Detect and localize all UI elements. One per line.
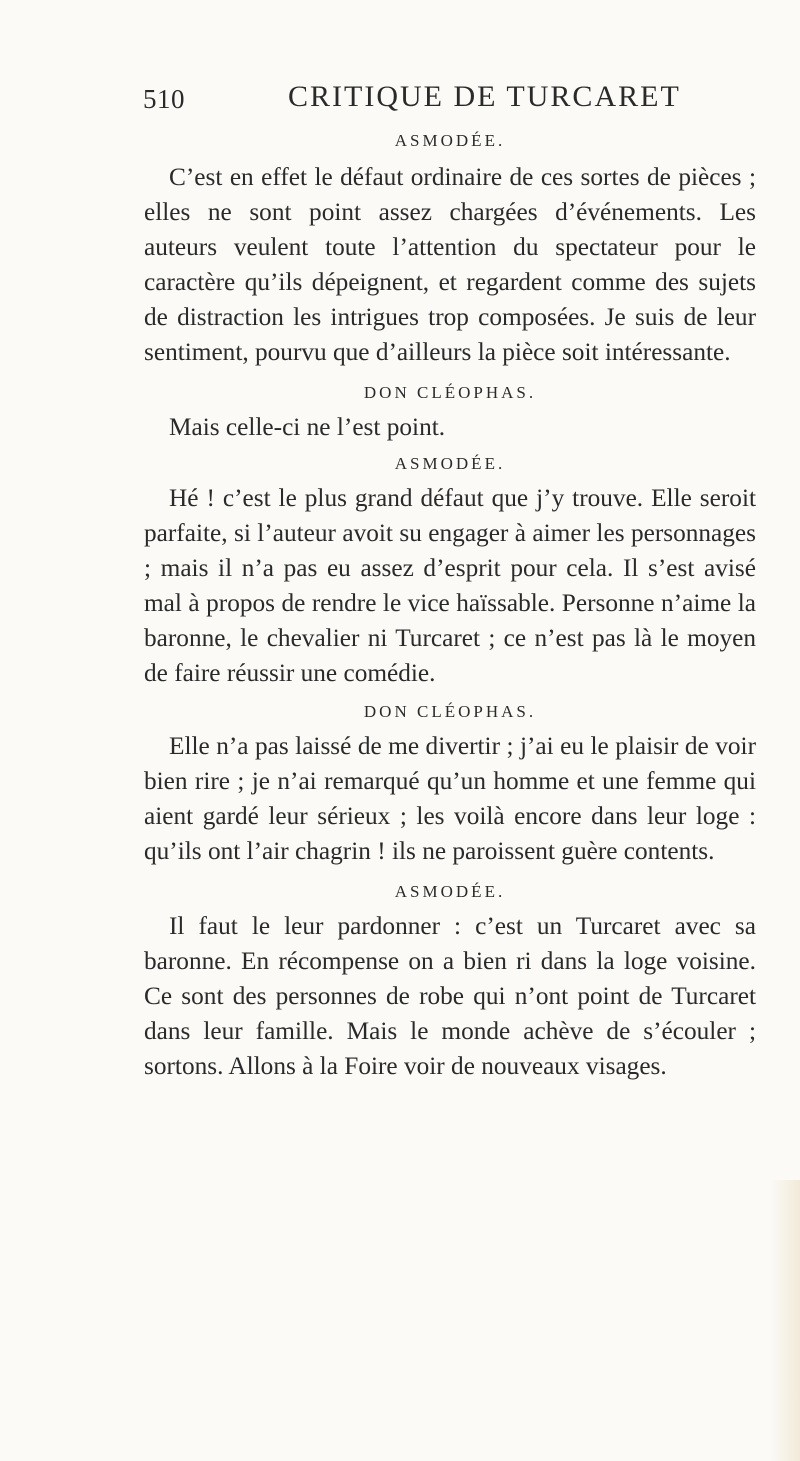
- page-number: 510: [143, 84, 185, 114]
- speech-paragraph: Mais celle-ci ne l’est point.: [169, 413, 446, 441]
- speaker-name: DON CLÉOPHAS.: [363, 702, 537, 721]
- speaker-name: ASMODÉE.: [394, 131, 506, 150]
- dialogue-text: [144, 128, 756, 1090]
- speech-paragraph: C’est en effet le défaut ordinaire de ces sortes de pièces ; elles ne sont point assez chargées d’événements. Les auteurs veulent toute l’attention du spectateur pour le caractère qu’ils dépeignent, et regardent comme des sujets de distraction les intrigues trop composées. Je suis de leur sentiment, pourvu que d’ailleurs la pièce soit intéressante.: [144, 163, 756, 366]
- speaker-name: ASMODÉE.: [394, 882, 506, 901]
- speech-paragraph: Hé ! c’est le plus grand défaut que j’y trouve. Elle seroit parfaite, si l’auteur avoit su engager à aimer les personnages ; mais il n’a pas eu assez d’esprit pour cela. Il s’est avisé mal à propos de rendre le vice haïssable. Personne n’aime la baronne, le chevalier ni Turcaret ; ce n’est pas là le moyen de faire réussir une comédie.: [144, 484, 756, 687]
- page-edge-shadow: [770, 1180, 800, 1461]
- running-title: CRITIQUE DE TURCARET: [288, 80, 681, 113]
- speaker-name: ASMODÉE.: [394, 454, 506, 473]
- speech-paragraph: Elle n’a pas laissé de me divertir ; j’ai eu le plaisir de voir bien rire ; je n’ai remarqué qu’un homme et une femme qui aient gardé leur sérieux ; les voilà encore dans leur loge : qu’ils ont l’air chagrin ! ils ne paroissent guère contents.: [144, 732, 756, 865]
- speaker-name: DON CLÉOPHAS.: [363, 383, 537, 402]
- speech-paragraph: Il faut le leur pardonner : c’est un Turcaret avec sa baronne. En récompense on a bien ri dans la loge voisine. Ce sont des personnes de robe qui n’ont point de Turcaret dans leur famille. Mais le monde achève de s’écouler ; sortons. Allons à la Foire voir de nouveaux visages.: [144, 912, 756, 1080]
